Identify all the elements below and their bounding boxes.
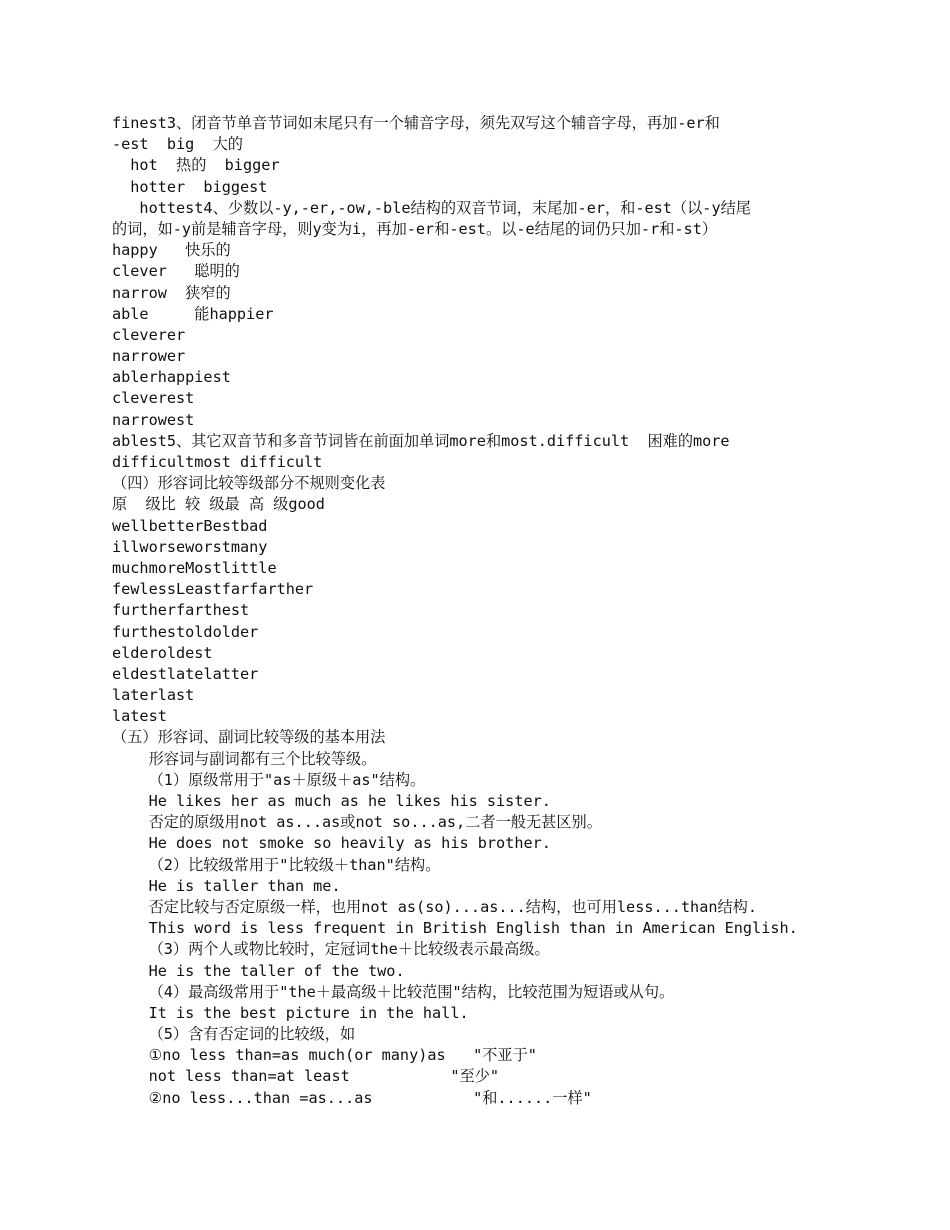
- text-line: wellbetterBestbad: [112, 516, 268, 535]
- text-line: furtherfarthest: [112, 601, 250, 620]
- rule-heading: （3）两个人或物比较时，定冠词the＋比较级表示最高级。: [112, 940, 550, 959]
- text-line: ablest5、其它双音节和多音节词皆在前面加单词more和most.difficult 困难的more: [112, 431, 730, 450]
- text-line: fewlessLeastfarfarther: [112, 580, 314, 599]
- rule-heading: （1）原级常用于"as＋原级＋as"结构。: [112, 770, 426, 789]
- example-sentence: This word is less frequent in British English than in American English.: [112, 919, 798, 938]
- text-line: hot 热的 bigger: [112, 156, 280, 175]
- example-sentence: It is the best picture in the hall.: [112, 1003, 469, 1022]
- example-sentence: He is taller than me.: [112, 876, 341, 895]
- text-line: cleverest: [112, 389, 195, 408]
- example-sentence: He likes her as much as he likes his sister.: [112, 792, 551, 810]
- text-line: laterlast: [112, 686, 195, 705]
- text-line: 否定比较与否定原级一样，也用not as(so)...as...结构，也可用less...than结构.: [112, 897, 758, 916]
- text-line: difficultmost difficult: [112, 453, 323, 471]
- text-line: happy 快乐的: [112, 241, 231, 260]
- text-line: clever 聪明的: [112, 262, 240, 281]
- text-line: 的词，如-y前是辅音字母，则y变为i，再加-er和-est。以-e结尾的词仍只加-r和-st）: [112, 219, 718, 238]
- text-line: able 能happier: [112, 304, 274, 323]
- text-line: -est big 大的: [112, 135, 243, 154]
- text-line: narrowest: [112, 410, 195, 429]
- example-sentence: He is the taller of the two.: [112, 961, 405, 980]
- rule-heading: （5）含有否定词的比较级，如: [112, 1025, 356, 1044]
- text-line: hottest4、少数以-y,-er,-ow,-ble结构的双音节词，末尾加-er，和-est（以-y结尾: [112, 198, 751, 217]
- document-body: [112, 113, 852, 1109]
- text-line: narrow 狭窄的: [112, 283, 231, 302]
- text-line: illworseworstmany: [112, 537, 268, 556]
- text-line: eldestlatelatter: [112, 664, 259, 683]
- text-line: furthestoldolder: [112, 622, 259, 641]
- section-heading: （五）形容词、副词比较等级的基本用法: [112, 728, 386, 747]
- text-line: elderoldest: [112, 643, 213, 662]
- text-line: ②no less...than =as...as "和......一样": [112, 1088, 592, 1107]
- text-line: muchmoreMostlittle: [112, 558, 277, 577]
- text-line: ablerhappiest: [112, 368, 231, 387]
- table-header-line: 原 级比 较 级最 高 级good: [112, 495, 325, 514]
- text-line: narrower: [112, 347, 186, 366]
- text-line: cleverer: [112, 325, 186, 344]
- text-line: latest: [112, 707, 167, 726]
- example-sentence: He does not smoke so heavily as his brother.: [112, 834, 551, 853]
- text-line: finest3、闭音节单音节词如末尾只有一个辅音字母，须先双写这个辅音字母，再加-er和: [112, 114, 720, 132]
- text-line: 否定的原级用not as...as或not so...as,二者一般无甚区别。: [112, 813, 602, 832]
- text-line: ①no less than=as much(or many)as "不亚于": [112, 1046, 537, 1065]
- section-heading: （四）形容词比较等级部分不规则变化表: [112, 474, 386, 493]
- text-line: hotter biggest: [112, 177, 268, 196]
- rule-heading: （4）最高级常用于"the＋最高级＋比较范围"结构，比较范围为短语或从句。: [112, 982, 675, 1001]
- text-line: 形容词与副词都有三个比较等级。: [112, 749, 377, 768]
- text-line: not less than=at least "至少": [112, 1067, 499, 1086]
- rule-heading: （2）比较级常用于"比较级＋than"结构。: [112, 855, 441, 874]
